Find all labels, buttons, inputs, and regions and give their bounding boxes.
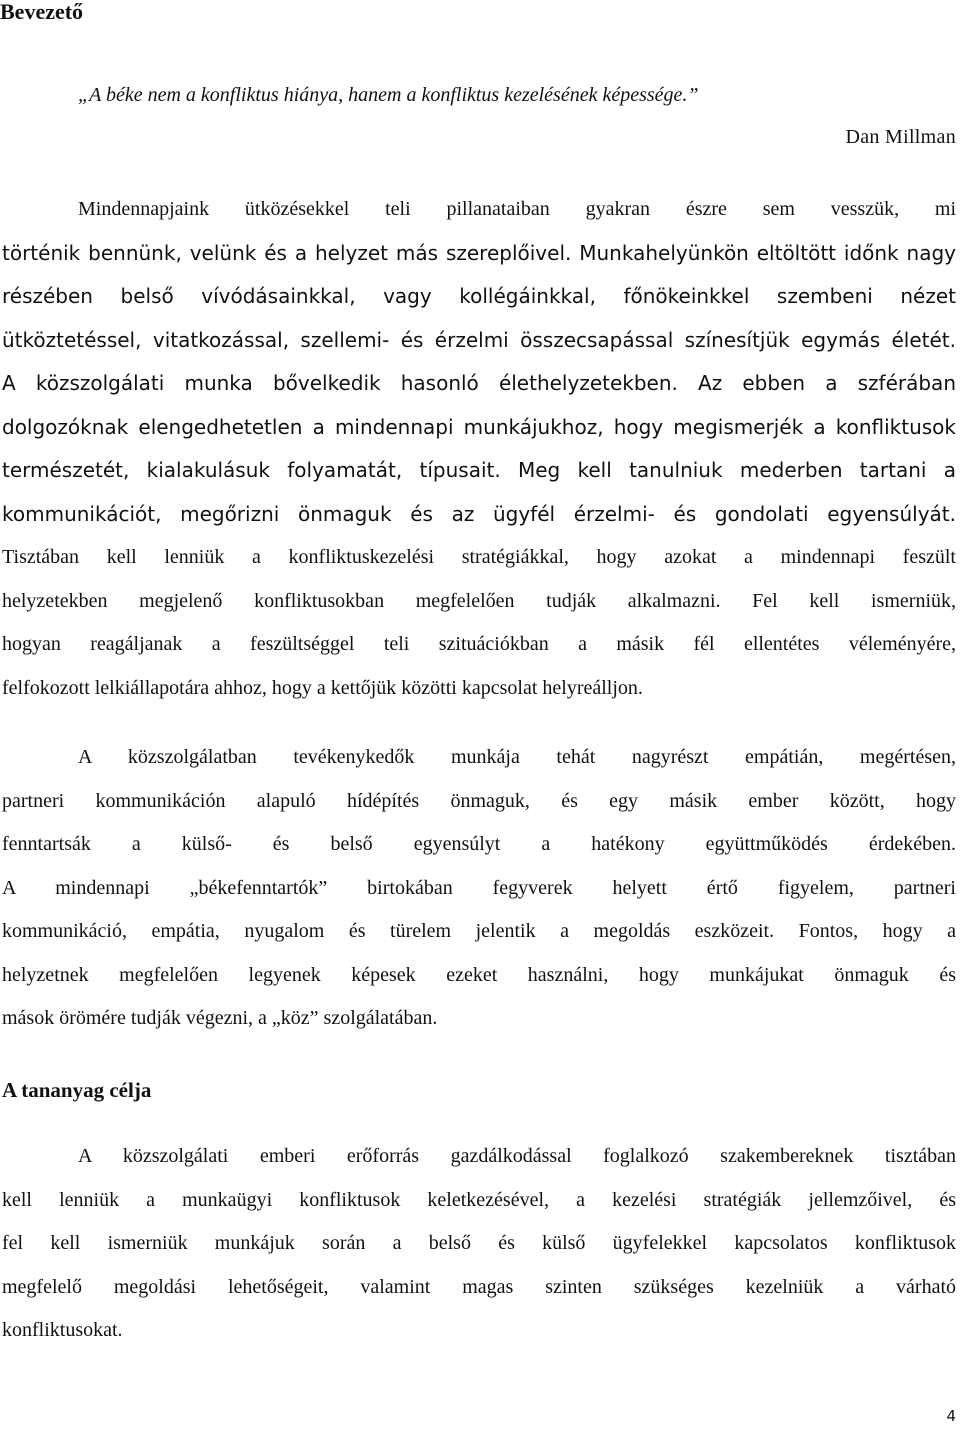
text-segment: kell lenniük a munkaügyi konfliktusok keletkezésével, a kezelési stratégiák jellemzőivel, és bbox=[2, 1188, 956, 1211]
text-segment: hogyan reagáljanak a feszültséggel teli szituációkban a másik fél ellentétes véleményére, bbox=[2, 633, 956, 655]
text-segment: ütköztetéssel, vitatkozással, szellemi- és érzelmi összecsapással színesítjük egymás életét. bbox=[2, 327, 956, 352]
text-line bbox=[2, 1309, 956, 1353]
text-line bbox=[2, 580, 956, 624]
text-segment: A mindennapi „békefenntartók” birtokában fegyverek helyett értő figyelem, partneri bbox=[2, 876, 956, 899]
text-line bbox=[2, 667, 956, 711]
text-line bbox=[2, 1266, 956, 1310]
text-segment: kommunikáció, empátia, nyugalom és türelem jelentik a megoldás eszközeit. bbox=[2, 920, 775, 942]
text-line bbox=[2, 1179, 956, 1223]
text-segment: Mindennapjaink ütközésekkel teli pillanataiban gyakran észre sem vesszük, mi bbox=[78, 198, 956, 220]
text-segment: A közszolgálati emberi erőforrás gazdálkodással foglalkozó szakembereknek tisztában bbox=[78, 1145, 956, 1167]
text-segment: A közszolgálati munka bővelkedik hasonló élethelyzetekben. bbox=[2, 371, 678, 395]
text-line bbox=[2, 319, 956, 363]
text-segment: helyzetekben megjelenő konfliktusokban megfelelően tudják alkalmazni. bbox=[2, 589, 721, 612]
text-segment: részében belső vívódásainkkal, vagy kollégáinkkal, főnökeinkkel szembeni nézet bbox=[2, 284, 956, 308]
text-line bbox=[2, 623, 956, 667]
text-line bbox=[2, 362, 956, 406]
paragraph-public-service bbox=[2, 736, 956, 1041]
text-line bbox=[2, 275, 956, 319]
text-segment: Az ebben a szférában bbox=[677, 371, 956, 395]
text-segment: megfelelő megoldási lehetőségeit, valamint magas szinten szükséges kezelniük a várható bbox=[2, 1275, 956, 1298]
text-line bbox=[2, 406, 956, 450]
text-segment: történik bennünk, velünk és a helyzet más szereplőivel. bbox=[2, 240, 572, 265]
text-line bbox=[2, 493, 956, 537]
text-segment: fel kell ismerniük munkájuk során a belső és külső ügyfelekkel kapcsolatos konfliktusok bbox=[2, 1232, 956, 1254]
text-line bbox=[2, 736, 956, 780]
text-line bbox=[2, 536, 956, 580]
text-segment: dolgozóknak elengedhetetlen a mindennapi munkájukhoz, hogy megismerjék a konfliktusok bbox=[2, 414, 956, 439]
text-segment: helyzetnek megfelelően legyenek képesek ezeket használni, hogy munkájukat önmaguk és bbox=[2, 963, 956, 986]
motto-quote: „A béke nem a konfliktus hiánya, hanem a konfliktus kezelésének képessége.” bbox=[78, 84, 699, 106]
text-line bbox=[2, 954, 956, 998]
text-segment: konfliktusokat. bbox=[2, 1319, 123, 1341]
text-segment: Fel kell ismerniük, bbox=[720, 589, 956, 612]
text-line bbox=[2, 780, 956, 824]
text-segment: Tisztában kell lenniük a konfliktuskezelési stratégiákkal, hogy azokat a mindennapi feszült bbox=[2, 546, 956, 568]
text-segment: mások örömére tudják végezni, a „köz” szolgálatában. bbox=[2, 1007, 438, 1029]
text-segment: Fontos, hogy a bbox=[774, 920, 956, 942]
text-segment: A közszolgálatban tevékenykedők munkája tehát nagyrészt empátián, megértésen, bbox=[78, 746, 956, 768]
text-segment: kommunikációt, megőrizni önmaguk és az ügyfél érzelmi- és gondolati egyensúlyát. bbox=[2, 501, 956, 526]
text-segment: természetét, kialakulásuk folyamatát, típusait. bbox=[2, 458, 501, 482]
paragraph-intro bbox=[2, 188, 956, 710]
paragraph-course-goal bbox=[2, 1135, 956, 1353]
page-number: 4 bbox=[946, 1407, 956, 1425]
text-segment: partneri kommunikáción alapuló hídépítés önmaguk, és egy másik ember között, hogy bbox=[2, 789, 956, 812]
text-segment: felfokozott lelkiállapotára ahhoz, hogy a kettőjük közötti kapcsolat helyreálljon. bbox=[2, 676, 643, 699]
text-line bbox=[2, 232, 956, 276]
text-line bbox=[2, 1135, 956, 1179]
text-line bbox=[2, 1222, 956, 1266]
subheading-course-goal: A tananyag célja bbox=[2, 1078, 152, 1102]
text-line bbox=[2, 823, 956, 867]
section-heading-bevezeto: Bevezető bbox=[0, 0, 84, 24]
text-line bbox=[2, 910, 956, 954]
text-line bbox=[2, 997, 956, 1041]
text-segment: Meg kell tanulniuk mederben tartani a bbox=[500, 458, 956, 482]
text-line bbox=[2, 449, 956, 493]
motto-author: Dan Millman bbox=[845, 126, 956, 148]
text-line bbox=[2, 867, 956, 911]
text-segment: Munkahelyünkön eltöltött időnk nagy bbox=[571, 240, 956, 265]
text-segment: fenntartsák a külső- és belső egyensúlyt a hatékony együttműködés érdekében. bbox=[2, 833, 956, 855]
text-line bbox=[2, 188, 956, 232]
